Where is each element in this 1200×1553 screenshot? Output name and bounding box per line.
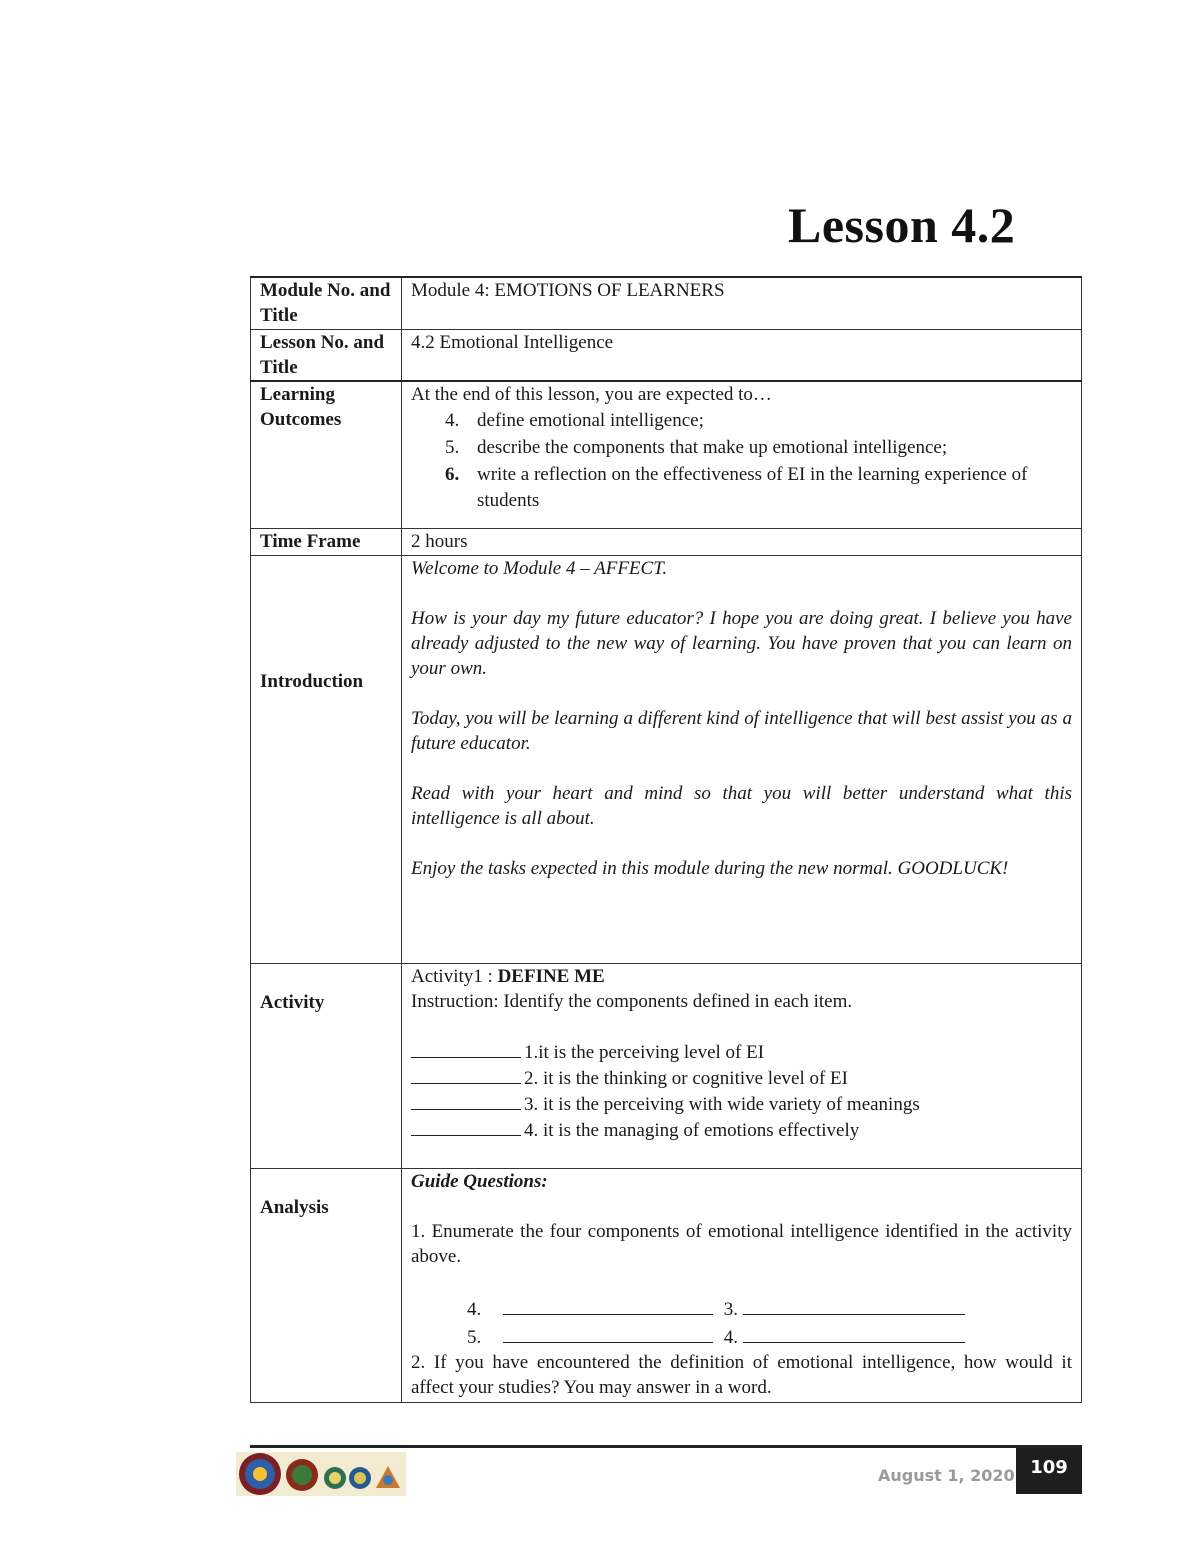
outcome-item (411, 462, 1072, 514)
outcome-number: 5. (445, 437, 460, 458)
value-activity (402, 963, 1082, 1168)
footer-date: August 1, 2020 (878, 1466, 1015, 1485)
row-module (251, 277, 1082, 329)
guide-questions-heading: Guide Questions: (411, 1170, 548, 1192)
label-module: Module No. and Title (251, 277, 402, 329)
activity-title (411, 964, 1072, 989)
analysis-question: 2. If you have encountered the definition of emotional intelligence, how would it affect your studies? You may answer in a word. (411, 1351, 1072, 1398)
row-introduction (251, 555, 1082, 963)
activity-item (411, 1039, 1072, 1065)
intro-paragraph: Enjoy the tasks expected in this module during the new normal. GOODLUCK! (411, 857, 1009, 879)
activity-title-name: DEFINE ME (497, 965, 605, 987)
footer-rule (250, 1445, 1082, 1448)
enum-answer-line[interactable] (503, 1294, 713, 1315)
answer-blank[interactable] (411, 1117, 521, 1136)
activity-instruction: Instruction: Identify the components defined in each item. (411, 990, 853, 1012)
enum-answer-line[interactable] (743, 1294, 965, 1315)
label-analysis (251, 1168, 402, 1402)
answer-blank[interactable] (411, 1065, 521, 1084)
enumeration-row (411, 1322, 1072, 1350)
value-time-frame: 2 hours (402, 528, 1082, 555)
activity-item-text: 4. it is the managing of emotions effectively (524, 1119, 860, 1141)
enum-number: 5. (467, 1326, 482, 1348)
value-outcomes (402, 381, 1082, 528)
analysis-label-text: Analysis (260, 1196, 329, 1218)
label-time-frame: Time Frame (251, 528, 402, 555)
activity-label-text: Activity (260, 991, 325, 1013)
intro-paragraph: Read with your heart and mind so that you will better understand what this intelligence is all about. (411, 782, 1072, 829)
enum-number: 4. (467, 1298, 482, 1320)
outcomes-intro: At the end of this lesson, you are expected to… (411, 384, 772, 405)
outcome-number: 4. (445, 410, 460, 431)
enum-answer-line[interactable] (503, 1322, 713, 1343)
lesson-table (250, 276, 1082, 1403)
seal-logo-3 (324, 1467, 346, 1489)
outcome-text: define emotional intelligence; (477, 410, 704, 431)
value-lesson: 4.2 Emotional Intelligence (402, 329, 1082, 381)
outcome-text: write a reflection on the effectiveness of EI in the learning experience of students (477, 464, 1028, 511)
activity-item (411, 1117, 1072, 1143)
value-module: Module 4: EMOTIONS OF LEARNERS (402, 277, 1082, 329)
row-time-frame (251, 528, 1082, 555)
introduction-label-text: Introduction (260, 671, 364, 692)
label-introduction (251, 555, 402, 963)
analysis-question: 1. Enumerate the four components of emotional intelligence identified in the activity above. (411, 1220, 1072, 1267)
enum-answer-line[interactable] (743, 1322, 965, 1343)
label-outcomes: Learning Outcomes (251, 381, 402, 528)
row-analysis (251, 1168, 1082, 1402)
activity-item-text: 3. it is the perceiving with wide variety of meanings (524, 1093, 920, 1115)
activity-item-text: 2. it is the thinking or cognitive level of EI (524, 1067, 848, 1089)
seal-logo-1 (239, 1453, 281, 1495)
answer-blank[interactable] (411, 1091, 521, 1110)
row-outcomes (251, 381, 1082, 528)
lesson-heading: Lesson 4.2 (788, 197, 1016, 253)
enumeration-row (411, 1294, 1072, 1322)
label-lesson: Lesson No. and Title (251, 329, 402, 381)
row-activity (251, 963, 1082, 1168)
seal-logo-2 (286, 1459, 318, 1491)
intro-paragraph: Today, you will be learning a different kind of intelligence that will best assist you as a future educator. (411, 707, 1072, 754)
activity-item (411, 1065, 1072, 1091)
value-introduction (402, 555, 1082, 963)
enum-number: 4. (723, 1326, 738, 1348)
institution-logos (236, 1452, 406, 1496)
seal-logo-4 (349, 1467, 371, 1489)
activity-item-text: 1.it is the perceiving level of EI (524, 1041, 765, 1063)
enum-number: 3. (723, 1298, 738, 1320)
answer-blank[interactable] (411, 1039, 521, 1058)
intro-paragraph: How is your day my future educator? I hope you are doing great. I believe you have already adjusted to the new way of learning. You have proven that you can learn on your own. (411, 607, 1072, 679)
outcome-item (411, 408, 1072, 434)
outcomes-list (411, 408, 1072, 514)
intro-paragraph: Welcome to Module 4 – AFFECT. (411, 557, 668, 579)
label-activity (251, 963, 402, 1168)
outcome-item (411, 435, 1072, 461)
page-number: 109 (1016, 1448, 1082, 1494)
activity-title-prefix: Activity1 : (411, 965, 498, 987)
outcome-text: describe the components that make up emotional intelligence; (477, 437, 948, 458)
value-analysis (402, 1168, 1082, 1402)
outcome-number: 6. (445, 464, 460, 485)
row-lesson (251, 329, 1082, 381)
activity-item (411, 1091, 1072, 1117)
